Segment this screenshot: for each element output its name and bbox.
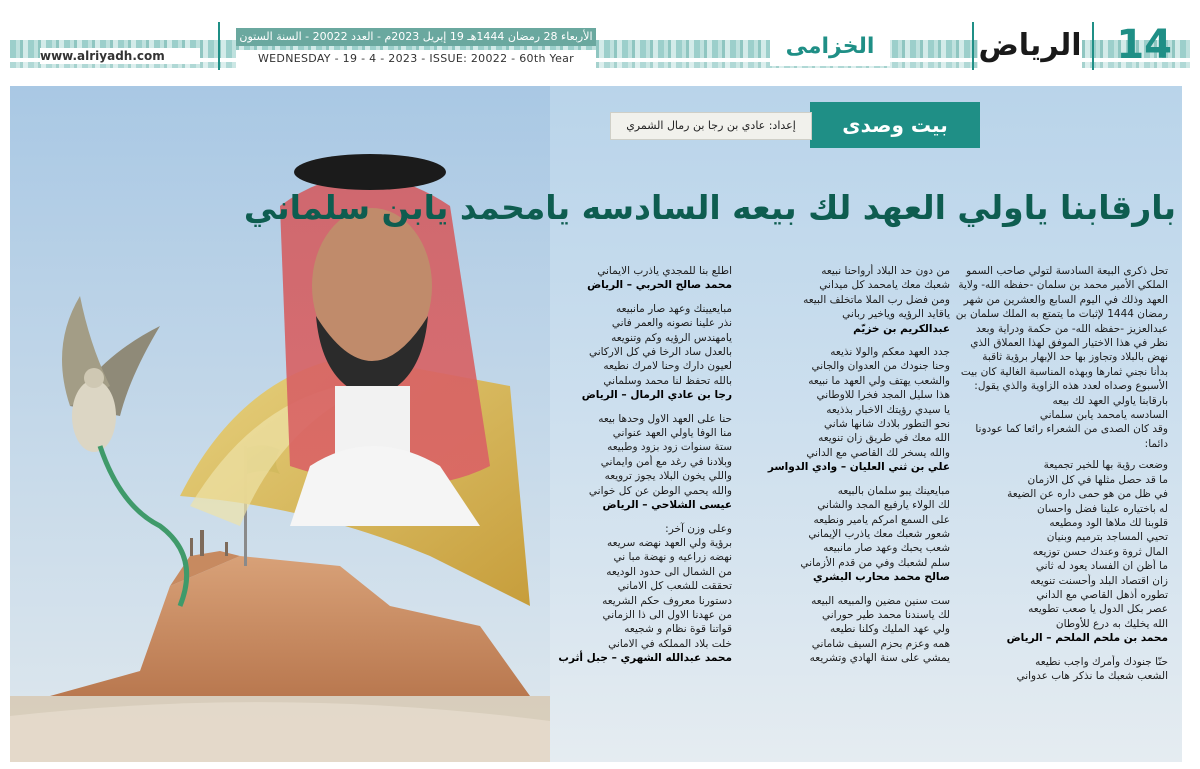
text-line: زان اقتصاد البلد وأحسنت تنويعه xyxy=(1030,574,1168,587)
text-line: تطوره أذهل القاصي مع الداني xyxy=(1036,588,1168,601)
poem-author: محمد بن ملحم الملحم – الرياض xyxy=(1006,632,1168,645)
poem-author: عبدالكريم بن خزيّم xyxy=(853,322,950,335)
text-line: عصر بكل الدول يا صعب تطويعه xyxy=(1028,603,1168,616)
text-line: من الشمال الى حدود الوديعه xyxy=(606,565,732,578)
text-line: نحو التطور بلادك شانها شاني xyxy=(823,418,950,431)
text-line: والله يحمي الوطن عن كل خواني xyxy=(588,484,732,497)
text-line: شعب يحبك وعهد صار مانبيعه xyxy=(823,542,950,555)
text-line: بالله تحفظ لنا محمد وسلماني xyxy=(603,374,732,387)
text-line: بارقابنا ياولي العهد لك بيعه xyxy=(1052,394,1168,407)
text-line: الله معك في طريق زان تنويعه xyxy=(818,432,950,445)
text-line: وقد كان الصدى من الشعراء رائعا كما عودونا xyxy=(975,423,1168,436)
text-line: بدأنا نجني ثمارها وبهذه المناسبة الغالية كان بيت xyxy=(960,365,1168,378)
masthead xyxy=(0,0,1200,80)
text-line: برؤية ولي العهد نهضه سريعه xyxy=(607,536,732,549)
text-line: منا الوفا ياولي العهد عنواني xyxy=(612,427,732,440)
text-line: هذا سليل المجد فخرا للاوطاني xyxy=(816,389,950,402)
divider xyxy=(218,22,220,70)
text-line: حنّا جنودك وأمرك واجب نطيعه xyxy=(1035,655,1168,668)
text-line: ما أظن ان الفساد يعود له ثاني xyxy=(1035,560,1168,573)
date-arabic: الأربعاء 28 رمضان 1444هـ 19 إبريل 2023م - العدد 20022 - السنة الستون xyxy=(236,28,596,46)
poem-author: عيسى الشلاحي – الرياض xyxy=(602,499,732,512)
text-line: بالعدل ساد الرخا في كل الاركاني xyxy=(588,346,732,359)
poem-author: رجا بن عادي الرمال – الرياض xyxy=(581,389,732,402)
text-line: الله يخليك به درع للأوطان xyxy=(1055,617,1168,630)
text-line: المال ثروة وعندك حسن توزيعه xyxy=(1032,545,1168,558)
headline: بارقابنا ياولي العهد لك بيعه السادسه يامحمد يابن سلماني xyxy=(243,188,1176,227)
text-line: دستورنا معروف حكم الشريعه xyxy=(602,594,732,607)
text-column xyxy=(520,264,732,744)
text-line: قلوبنا لك ملاها الود ومطيعه xyxy=(1049,516,1168,529)
text-line: تحل ذكرى البيعة السادسة لتولي صاحب السمو xyxy=(966,265,1168,277)
text-line: حنا على العهد الاول وحدها بيعه xyxy=(598,412,732,425)
block-gap xyxy=(956,451,1168,458)
text-line: دائما: xyxy=(1144,437,1168,450)
text-line: يامهندس الرؤيه وكم وتنويعه xyxy=(611,331,732,344)
text-line: السادسه يامحمد يابن سلماني xyxy=(1039,409,1168,422)
newspaper-logo: الرياض xyxy=(978,24,1082,68)
text-line: نهضه زراعيه و نهضة مبا ني xyxy=(613,551,732,564)
text-line: يا سيدي رؤيتك الاخبار بذذيعه xyxy=(826,403,950,416)
text-line: الأسبوع وصداه لعدد هذه الزاوية والذي يقول: xyxy=(974,380,1168,393)
text-line: مبايعيينك وعهد صار مانبيعه xyxy=(616,302,732,315)
text-column xyxy=(738,264,950,744)
poem-author: محمد عبدالله الشهري – جبل أثرب xyxy=(558,652,732,665)
text-line: لك الولاء يارفيع المجد والشاني xyxy=(817,499,950,512)
text-line: لك ياسندنا محمد طير حوراني xyxy=(822,608,950,621)
text-line: مبايعينك يبو سلمان بالبيعه xyxy=(837,484,950,497)
text-line: الملكي الأمير محمد بن سلمان -حفظه الله- ولاية xyxy=(958,279,1168,292)
text-line: قواتنا قوة نظام و شجيعه xyxy=(624,623,732,636)
section-title: الخزامى xyxy=(770,28,890,66)
article-panel xyxy=(10,86,1182,762)
byline: إعداد: عادي بن رجا بن رمال الشمري xyxy=(610,112,812,140)
text-line: سلم لشعبك وفي من قدم الأزماني xyxy=(800,556,950,569)
text-line: ستة سنوات زود بزود وطبيعه xyxy=(607,441,732,454)
text-line: ما قد حصل مثلها في كل الازمان xyxy=(1027,473,1168,486)
text-line: واللي يخون البلاد يجوز ترويعه xyxy=(604,470,732,483)
text-line: وبلادنا في رغد مع أمن وايماني xyxy=(600,455,732,468)
text-line: شعبك معك يامحمد كل ميداني xyxy=(819,279,950,292)
poem-author: صالح محمد محارب البشري xyxy=(812,571,950,584)
block-gap xyxy=(956,683,1168,690)
text-line: نظر في هذا الاختيار الموفق لهذا العملاق الذي xyxy=(970,337,1168,350)
date-english: WEDNESDAY - 19 - 4 - 2023 - ISSUE: 20022 - 60th Year xyxy=(236,50,596,68)
text-line: والله يسخر لك القاصي مع الداني xyxy=(806,446,950,459)
text-line: نهض بالبلاد وتجاوز بها حد الإبهار برؤية ثاقبة xyxy=(982,351,1168,364)
text-line: نذر علينا نصونه والعمر فاني xyxy=(611,317,732,330)
text-line: تحققت للشعب كل الاماني xyxy=(617,580,732,593)
text-line: اطلع بنا للمجدي ياذرب الايماني xyxy=(597,265,732,277)
poem-author: علي بن ثني العليان – وادي الدواسر xyxy=(767,461,950,474)
rubric-title: بيت وصدى xyxy=(810,102,980,148)
text-line: العهد وذلك في اليوم السابع والعشرين من شهر xyxy=(963,293,1168,306)
divider xyxy=(1092,22,1094,70)
text-line: عبدالعزيز -حفظه الله- من حكمة ودراية وبعد xyxy=(976,322,1168,335)
text-line: شعور شعبك معك ياذرب الإيماني xyxy=(808,527,950,540)
text-line: ومن فضل رب الملا ماتخلف البيعه xyxy=(803,293,950,306)
text-line: على السمع امركم يامير ونطيعه xyxy=(813,513,950,526)
text-line: يمشي على سنة الهادي وتشريعه xyxy=(809,652,950,665)
divider xyxy=(972,22,974,70)
text-line: رمضان 1444 لإثبات ما يتمتع به الملك سلمان بن xyxy=(956,308,1168,321)
date-box xyxy=(236,26,596,70)
text-line: وعلى وزن آخر: xyxy=(665,522,732,535)
text-line: ست سنين مضين والمبيعه البيعه xyxy=(811,594,950,607)
text-line: ولي عهد المليك وكلنا نطيعه xyxy=(830,623,950,636)
text-line: وحنا جنودك من العدوان والجاني xyxy=(811,360,950,373)
text-line: ياقايد الرؤيه وياخير رباني xyxy=(842,308,950,321)
block-gap xyxy=(738,666,950,673)
website-url[interactable]: www.alriyadh.com xyxy=(40,48,200,64)
text-line: والشعب يهتف ولي العهد ما نبيعه xyxy=(808,374,950,387)
text-line: جدد العهد معكم والولا نذيعه xyxy=(830,346,950,359)
text-line: من عهدنا الاول الى ذا الزماني xyxy=(602,608,732,621)
text-line: من دون حد البلاد أرواحنا نبيعه xyxy=(821,265,950,277)
text-line: تحيي المساجد بترميم وبنيان xyxy=(1046,531,1168,544)
text-line: خلت بلاد المملكه في الاماني xyxy=(608,637,732,650)
text-line: في ظل من هو حمى داره عن الضيعة xyxy=(1007,488,1168,501)
text-line: الشعب شعبك ما نذكر هاب عدواني xyxy=(1016,669,1168,682)
page-number: 14 xyxy=(1116,22,1172,68)
text-line: همه وعزم بحزم السيف شاماني xyxy=(811,637,950,650)
text-column xyxy=(956,264,1168,744)
poem-author: محمد صالح الحربي – الرياض xyxy=(587,279,732,292)
text-line: وضعت رؤية بها للخير تجميعة xyxy=(1043,459,1168,472)
text-line: لعيون دارك وحنا لامرك نطيعه xyxy=(603,360,732,373)
text-line: له باختياره علينا فضل واحسان xyxy=(1036,502,1168,515)
